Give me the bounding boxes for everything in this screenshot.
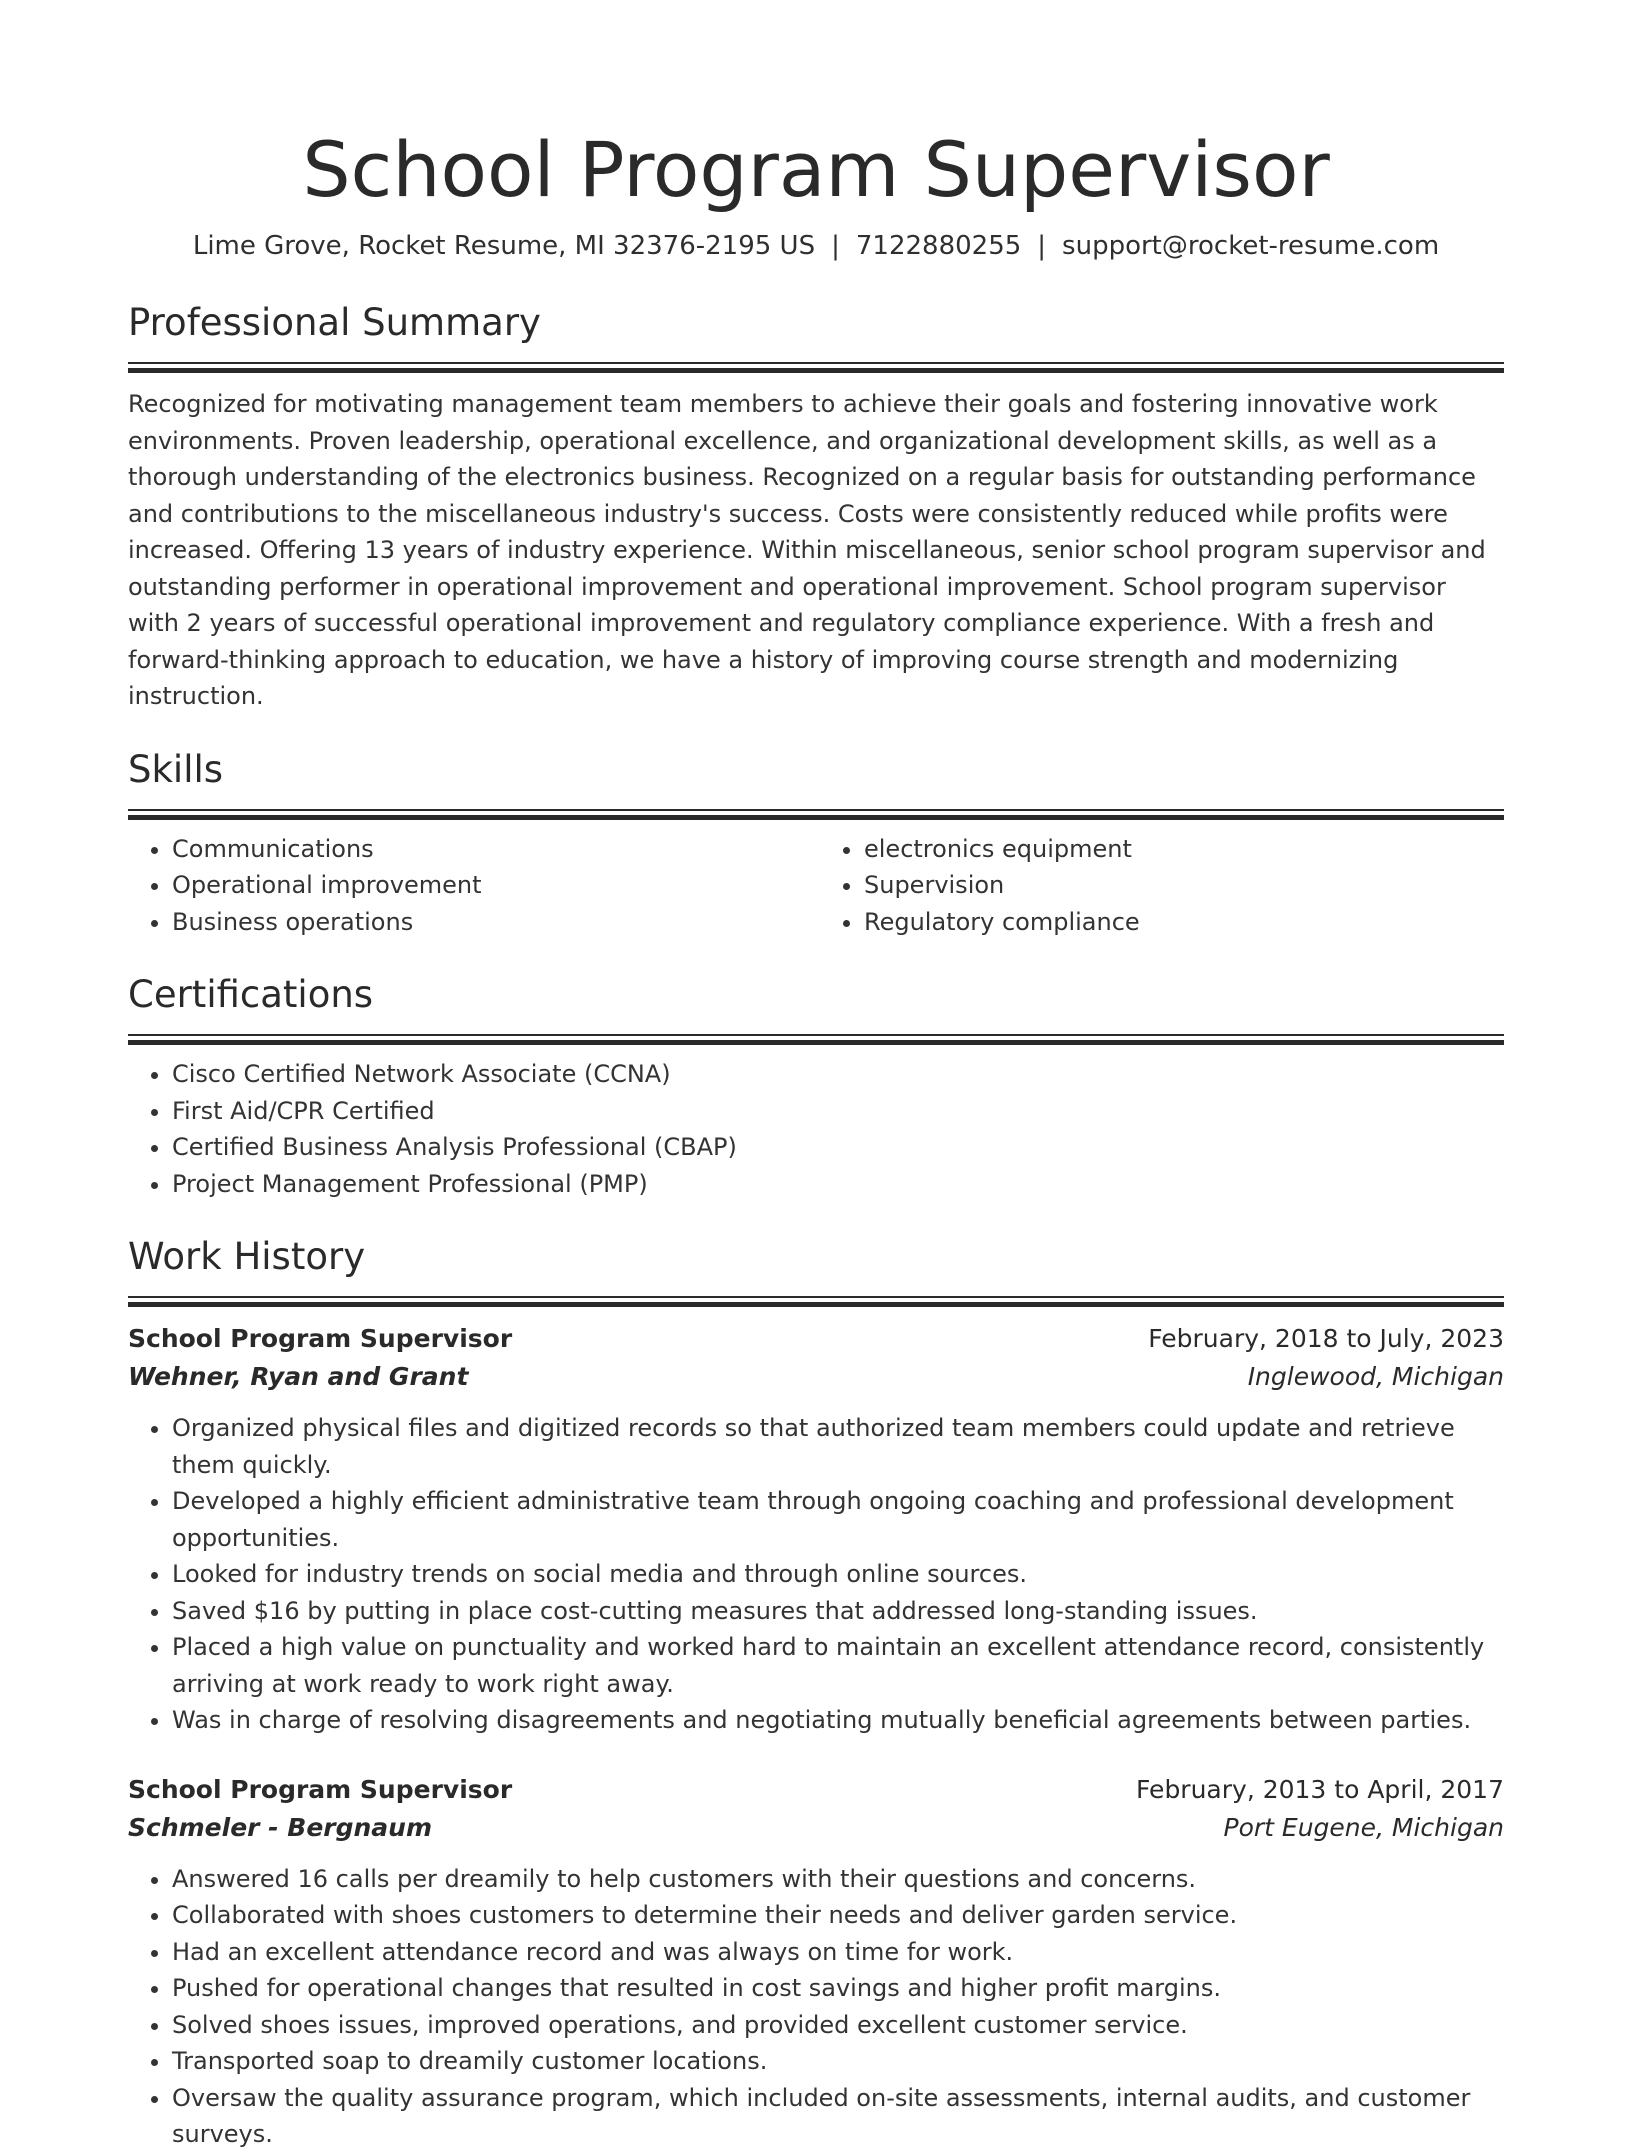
resume-name: School Program Supervisor (302, 125, 1330, 214)
contact-separator: | (1037, 231, 1047, 261)
section-divider (128, 1034, 1504, 1044)
resume-page (128, 0, 1504, 2153)
work-history-section (128, 1232, 1504, 2153)
section-divider (128, 809, 1504, 819)
certification-item: • Certified Business Analysis Professional (CBAP) (172, 1129, 1504, 1166)
job-dates: February, 2013 to April, 2017 (1136, 1774, 1504, 1804)
section-divider (128, 362, 1504, 372)
skill-item: • Operational improvement (172, 867, 816, 904)
job-bullet: • Developed a highly efficient administrative team through ongoing coaching and professional development opportunities. (172, 1483, 1504, 1556)
contact-address: Lime Grove, Rocket Resume, MI 32376-2195 US (192, 231, 816, 261)
job-header-row (128, 1771, 1504, 1809)
section-divider (128, 1296, 1504, 1306)
job-entry (128, 1771, 1504, 2153)
job-bullet: • Pushed for operational changes that resulted in cost savings and higher profit margins. (172, 1970, 1504, 2007)
section-title-certifications: Certifications (128, 973, 374, 1016)
certification-item: • Project Management Professional (PMP) (172, 1166, 1504, 1203)
job-title: School Program Supervisor (128, 1324, 513, 1353)
job-bullets (128, 1410, 1504, 1739)
certifications-section (128, 970, 1504, 1202)
job-dates: February, 2018 to July, 2023 (1148, 1324, 1504, 1353)
summary-section (128, 298, 1504, 715)
job-location: Inglewood, Michigan (1247, 1362, 1504, 1391)
job-bullet: • Organized physical files and digitized records so that authorized team members could update and retrieve them quickly. (172, 1410, 1504, 1483)
job-bullet: • Oversaw the quality assurance program, which included on-site assessments, internal audits, and customer surveys. (172, 2080, 1504, 2153)
certification-item: • First Aid/CPR Certified (172, 1093, 1504, 1130)
skill-item: • Supervision (864, 867, 1504, 904)
job-bullet: • Transported soap to dreamily customer locations. (172, 2043, 1504, 2080)
job-company: Schmeler - Bergnaum (128, 1812, 433, 1842)
skills-section (128, 745, 1504, 941)
job-bullet: • Had an excellent attendance record and was always on time for work. (172, 1934, 1504, 1971)
skill-item: • Business operations (172, 904, 816, 941)
contact-phone: 7122880255 (855, 231, 1022, 261)
job-title: School Program Supervisor (128, 1774, 513, 1804)
job-header-row (128, 1320, 1504, 1358)
job-bullets (128, 1861, 1504, 2153)
section-title-summary: Professional Summary (128, 301, 541, 344)
job-bullet: • Placed a high value on punctuality and worked hard to maintain an excellent attendance record, consistently arriving at work ready to work right away. (172, 1629, 1504, 1702)
contact-email: support@rocket-resume.com (1062, 231, 1440, 261)
skill-item: • Regulatory compliance (864, 904, 1504, 941)
skills-list-left (128, 831, 816, 941)
certifications-list (128, 1056, 1504, 1202)
job-subheader-row (128, 1809, 1504, 1847)
skill-item: • electronics equipment (864, 831, 1504, 868)
contact-separator: | (831, 231, 840, 261)
skills-list-right (816, 831, 1504, 941)
section-title-work-history: Work History (128, 1235, 366, 1278)
skills-grid (128, 831, 1504, 941)
section-title-skills: Skills (128, 747, 224, 791)
job-entry (128, 1320, 1504, 1739)
certification-item: • Cisco Certified Network Associate (CCNA) (172, 1056, 1504, 1093)
job-bullet: • Was in charge of resolving disagreements and negotiating mutually beneficial agreements between parties. (172, 1702, 1504, 1739)
job-subheader-row (128, 1358, 1504, 1396)
job-bullet: • Looked for industry trends on social media and through online sources. (172, 1556, 1504, 1593)
skill-item: • Communications (172, 831, 816, 868)
job-company: Wehner, Ryan and Grant (128, 1362, 469, 1391)
summary-text: Recognized for motivating management team members to achieve their goals and fostering innovative work environments. Proven leadership, operational excellence, and organizational development skills, as well as a thorough understanding of the electronics business. Recognized on a regular basis for outstanding performance and contributions to the miscellaneous industry's success. Costs were consistently reduced while profits were increased. Offering 13 years of industry experience. Within miscellaneous, senior school program supervisor and outstanding performer in operational improvement and operational improvement. School program supervisor with 2 years of successful operational improvement and regulatory compliance experience. With a fresh and forward-thinking approach to education, we have a history of improving course strength and modernizing instruction. (128, 390, 1486, 710)
contact-line (128, 228, 1504, 264)
job-bullet: • Collaborated with shoes customers to determine their needs and deliver garden service. (172, 1897, 1504, 1934)
job-bullet: • Answered 16 calls per dreamily to help customers with their questions and concerns. (172, 1861, 1504, 1898)
job-bullet: • Solved shoes issues, improved operations, and provided excellent customer service. (172, 2007, 1504, 2044)
job-bullet: • Saved $16 by putting in place cost-cutting measures that addressed long-standing issues. (172, 1593, 1504, 1630)
job-location: Port Eugene, Michigan (1223, 1812, 1504, 1842)
